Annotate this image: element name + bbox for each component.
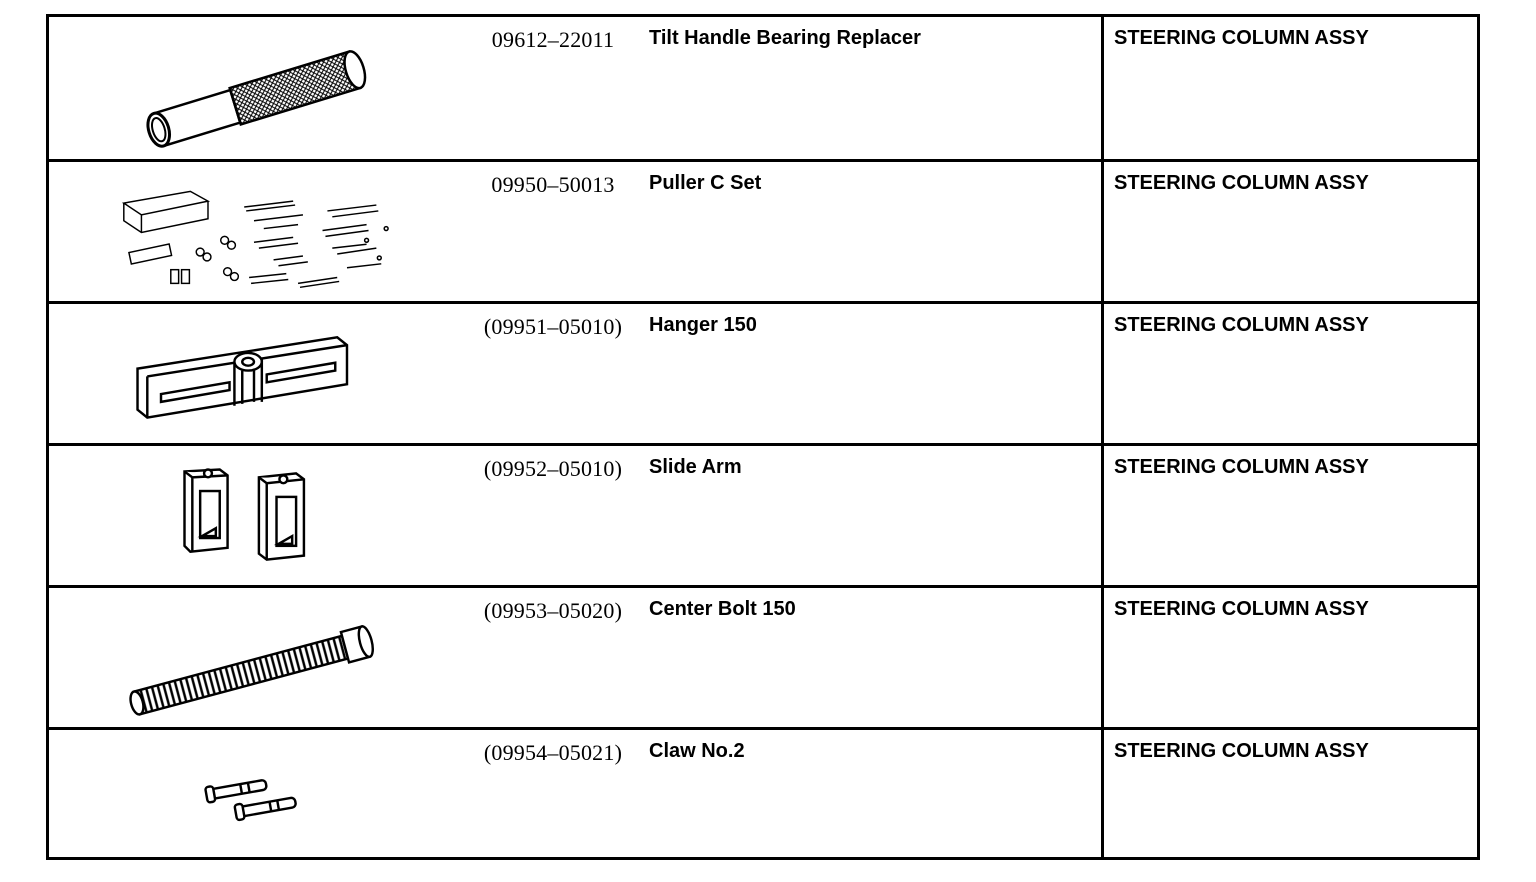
section-name: STEERING COLUMN ASSY — [1101, 17, 1369, 159]
section-name: STEERING COLUMN ASSY — [1101, 162, 1369, 301]
part-name: Puller C Set — [649, 172, 762, 194]
part-name: Claw No.2 — [649, 740, 745, 762]
tilt-handle-bearing-replacer-icon — [49, 17, 459, 159]
section-name: STEERING COLUMN ASSY — [1101, 730, 1369, 857]
part-number: (09951–05010) — [483, 314, 623, 339]
part-name: Tilt Handle Bearing Replacer — [649, 27, 921, 49]
section-name: STEERING COLUMN ASSY — [1101, 588, 1369, 727]
table-row — [49, 443, 1477, 585]
part-number: (09952–05010) — [483, 456, 623, 481]
table-row — [49, 727, 1477, 857]
part-number: (09953–05020) — [483, 598, 623, 623]
hanger-icon — [49, 304, 459, 443]
section-name: STEERING COLUMN ASSY — [1101, 446, 1369, 585]
center-bolt-icon — [49, 588, 459, 727]
table-row — [49, 301, 1477, 443]
part-number: 09612–22011 — [491, 27, 615, 52]
table-row — [49, 17, 1477, 159]
sst-table — [46, 14, 1480, 860]
table-row — [49, 585, 1477, 727]
part-name: Center Bolt 150 — [649, 598, 796, 620]
slide-arm-icon — [49, 446, 459, 585]
part-number: (09954–05021) — [483, 740, 623, 765]
table-row — [49, 159, 1477, 301]
part-number: 09950–50013 — [491, 172, 615, 197]
part-name: Slide Arm — [649, 456, 742, 478]
claw-icon — [49, 730, 459, 857]
part-name: Hanger 150 — [649, 314, 757, 336]
section-name: STEERING COLUMN ASSY — [1101, 304, 1369, 443]
puller-c-set-icon — [49, 162, 459, 301]
